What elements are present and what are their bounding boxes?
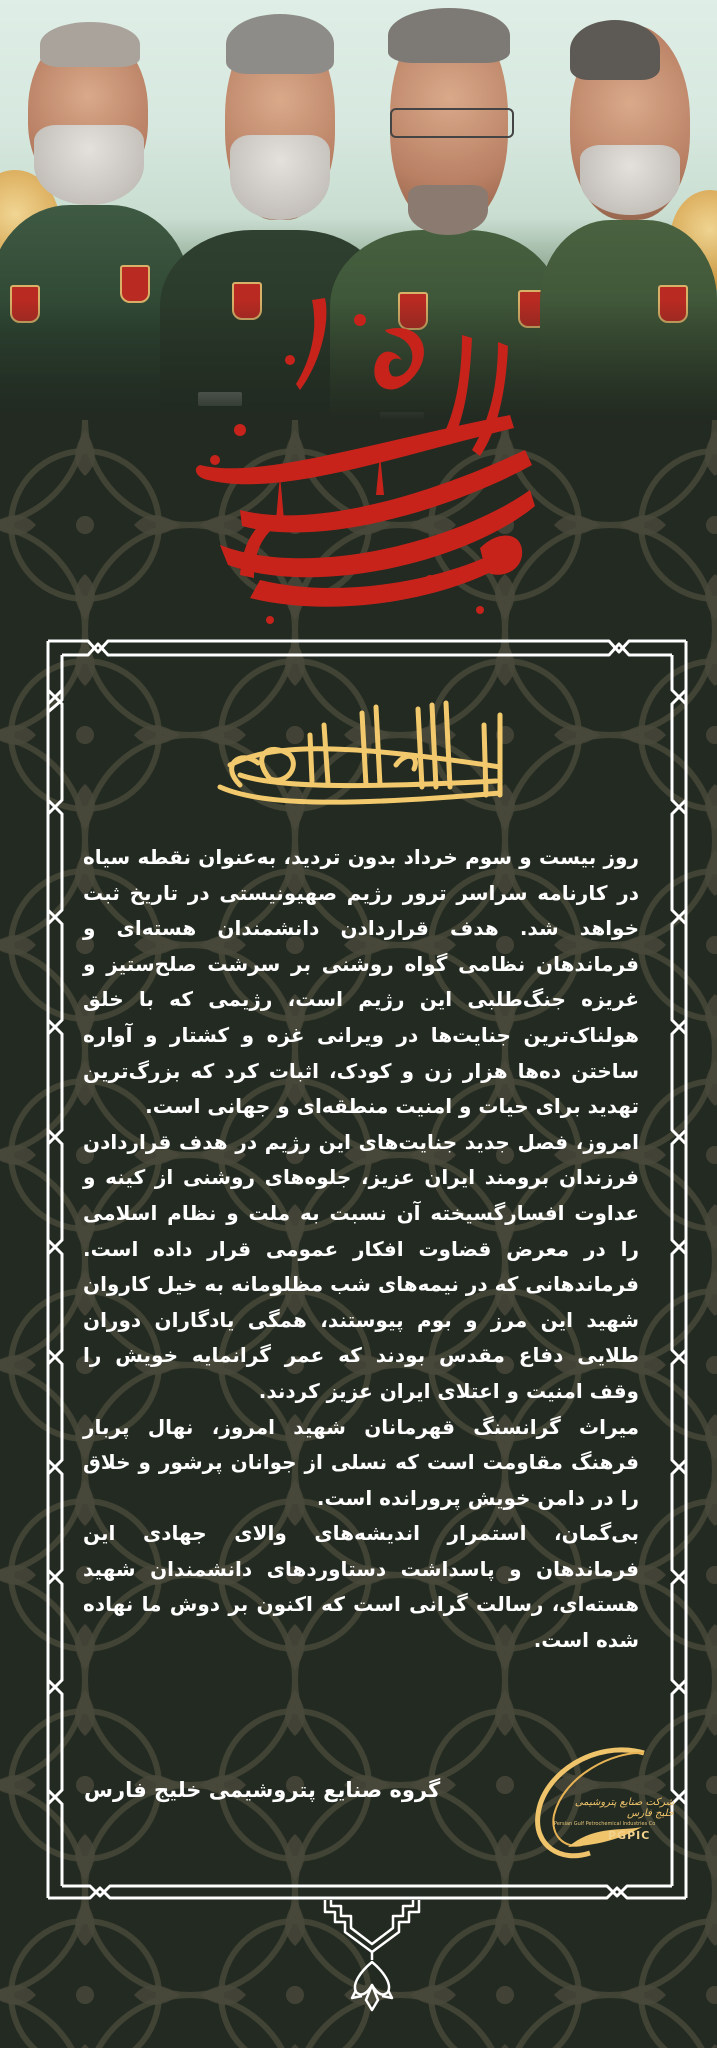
- signature-organization: گروه صنایع پتروشیمی خلیج فارس: [84, 1778, 441, 1802]
- paragraph-3: میراث گرانسنگ قهرمانان شهید امروز، نهال پربار فرهنگ مقاومت است که نسلی از جوانان پرشور و خلاق را در دامن خویش پرورانده است.: [83, 1414, 639, 1510]
- logo-name-persian: شرکت صنایع پتروشیمی خلیج فارس: [574, 1797, 674, 1819]
- statement-body: [83, 840, 639, 1659]
- paragraph-4: بی‌گمان، استمرار اندیشه‌های والای جهادی این فرماندهان و پاسداشت دستاوردهای دانشمندان شهید هسته‌ای، رسالت گرانی است که اکنون بر دوش ما نهاده شده است.: [83, 1521, 639, 1653]
- paragraph-1: روز بیست و سوم خرداد بدون تردید، به‌عنوان نقطه سیاه در کارنامه سراسر ترور رژیم صهیونیستی در تاریخ ثبت خواهد شد. هدف قراردادن دانشمندان هسته‌ای و فرماندهان نظامی گواه روشنی بر سرشت صلح‌ستیز و غریزه جنگ‌طلبی این رژیم است، رژیمی که با خلق هولناک‌ترین جنایت‌ها در ویرانی غزه و کشتار و آواره ساختن ده‌ها هزار زن و کودک، اثبات کرد که بزرگ‌ترین تهدید برای حیات و امنیت منطقه‌ای و جهانی است.: [83, 845, 639, 1119]
- glasses-icon: [390, 108, 514, 138]
- logo-abbreviation: PGPIC: [608, 1829, 651, 1842]
- pgpic-logo: [524, 1745, 674, 1865]
- paragraph-2: امروز، فصل جدید جنایت‌های این رژیم در هدف قراردادن فرزندان برومند ایران عزیز، جلوه‌های روشنی از کینه و عداوت افسارگسیخته آن نسبت به ملت و نظام اسلامی را در معرض قضاوت افکار عمومی قرار داده است. فرماندهانی که در نیمه‌های شب مظلومانه به خیل کاروان شهید این مرز و بوم پیوستند، همگی یادگاران دوران طلایی دفاع مقدس بودند که عمر گرانمایه خویش را وقف امنیت و اعتلای ایران عزیز کردند.: [83, 1129, 639, 1403]
- bismillah-calligraphy: [200, 695, 520, 820]
- shohada-calligraphy: [180, 280, 540, 640]
- logo-name-english: Persian Gulf Petrochemical Industries Co: [554, 1821, 656, 1827]
